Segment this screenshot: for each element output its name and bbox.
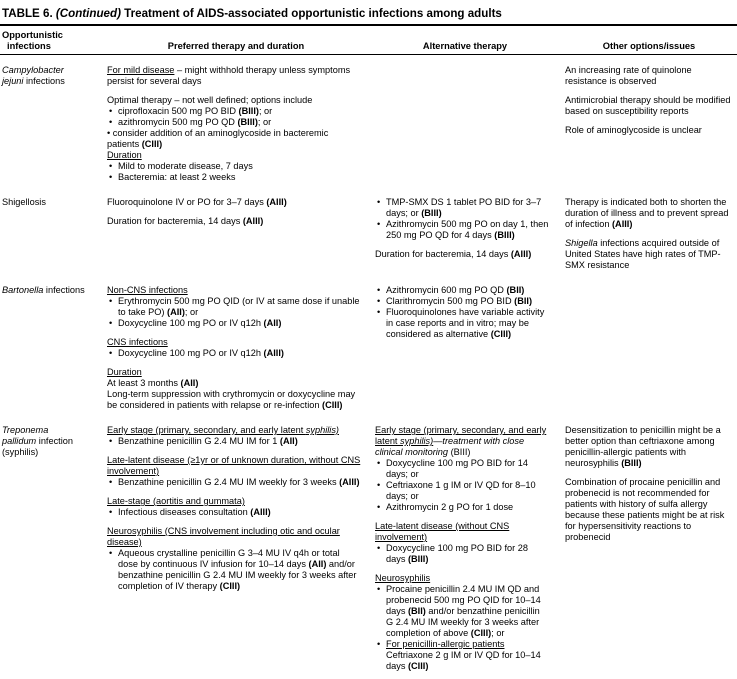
text-run: ; or — [491, 628, 505, 638]
text-run: (AIII) — [612, 219, 633, 229]
paragraph — [107, 128, 361, 150]
paragraph — [375, 573, 549, 584]
paragraph — [107, 197, 361, 208]
text-run: Treponema pallidum — [2, 425, 49, 446]
paragraph — [107, 378, 361, 389]
paragraph — [565, 197, 735, 230]
text-run: Campylobacter jejuni — [2, 65, 64, 86]
text-run: (AII) — [279, 436, 298, 446]
text-run: Late-stage (aortitis and gummata) — [107, 496, 245, 506]
bullet-item — [375, 458, 549, 480]
text-run: Combination of procaine penicillin and probenecid is not recommended for patients with history of sulfa allergy because these patients might be at risk for hypersensitivity reactions to probenecid — [565, 477, 725, 542]
text-run: Bartonella — [2, 285, 44, 295]
text-run: Ceftriaxone 2 g IM or IV QD for 10–14 days — [386, 650, 541, 671]
paragraph — [107, 496, 361, 507]
text-run: • consider addition of an aminoglycoside in bacteremic patients — [107, 128, 329, 149]
spacer — [565, 469, 735, 477]
text-run: Duration for bacteremia, 14 days — [375, 249, 511, 259]
text-run: – might withhold therapy unless symptoms persist for several days — [107, 65, 351, 86]
paragraph — [375, 249, 549, 260]
paragraph — [107, 65, 361, 87]
text-run: (AIII) — [242, 216, 264, 226]
paragraph — [565, 425, 735, 469]
text-run: Early stage (primary, secondary, and early latent — [107, 425, 306, 435]
cell-other-options — [561, 415, 737, 676]
table-body — [0, 55, 737, 677]
bullet-item — [107, 172, 361, 183]
header-other-options: Other options/issues — [561, 26, 737, 55]
paragraph — [565, 477, 735, 543]
cell-preferred-therapy — [103, 275, 369, 415]
table-title-label: TABLE 6. — [2, 7, 56, 20]
text-run: (AIII) — [266, 197, 287, 207]
paragraph — [107, 216, 361, 227]
text-run: Azithromycin 600 mg PO QD — [386, 285, 507, 295]
text-run: Antimicrobial therapy should be modified based on susceptibility reports — [565, 95, 731, 116]
text-run: (BIII) — [238, 106, 259, 116]
header-alternative-therapy: Alternative therapy — [369, 26, 561, 55]
cell-alternative-therapy — [369, 415, 561, 676]
bullet-item — [107, 161, 361, 172]
table-row — [0, 55, 737, 188]
cell-other-options — [561, 275, 737, 415]
paragraph — [375, 521, 549, 543]
cell-alternative-therapy — [369, 187, 561, 275]
text-run: (BIII) — [621, 458, 642, 468]
bullet-item — [107, 548, 361, 592]
paragraph — [107, 389, 361, 411]
table-row — [0, 187, 737, 275]
text-run: Doxycycline 100 mg PO BID for 14 days; or — [386, 458, 528, 479]
text-run: At least 3 months — [107, 378, 181, 388]
text-run: (CIII) — [141, 139, 163, 149]
text-run: (BIII) — [421, 208, 442, 218]
header-row — [0, 26, 737, 55]
text-run: (CIII) — [490, 329, 512, 339]
text-run: (BIII) — [407, 554, 429, 564]
bullet-item — [375, 296, 549, 307]
text-run: Role of aminoglycoside is unclear — [565, 125, 702, 135]
text-run: (AIII) — [510, 249, 532, 259]
paragraph — [375, 425, 549, 458]
text-run: For penicillin-allergic patients — [386, 639, 505, 649]
text-run: (BII) — [407, 606, 426, 616]
paragraph — [107, 526, 361, 548]
paragraph — [565, 65, 735, 87]
paragraph — [2, 425, 85, 458]
bullet-item — [375, 639, 549, 672]
cell-preferred-therapy — [103, 187, 369, 275]
table-header — [0, 26, 737, 55]
text-run: (BII) — [506, 285, 525, 295]
paragraph — [2, 285, 85, 296]
text-run: ciprofloxacin 500 mg PO BID — [118, 106, 239, 116]
bullet-item — [375, 502, 549, 513]
spacer — [107, 87, 361, 95]
spacer — [375, 565, 549, 573]
paragraph — [107, 425, 361, 436]
spacer — [375, 241, 549, 249]
text-run: Long-term suppression with crythromycin or doxycycline may be considered in patients with relapse or re-infection — [107, 389, 356, 410]
bullet-item — [107, 296, 361, 318]
header-line: Opportunistic — [2, 30, 63, 40]
text-run: (BII) — [514, 296, 533, 306]
text-run: CNS infections — [107, 337, 168, 347]
bullet-item — [107, 507, 361, 518]
text-run: (BIII) — [237, 117, 258, 127]
bullet-item — [375, 307, 549, 340]
text-run: (CIII) — [470, 628, 492, 638]
text-run: Optimal therapy – not well defined; options include — [107, 95, 313, 105]
cell-preferred-therapy — [103, 55, 369, 188]
text-run: (CIII) — [322, 400, 343, 410]
spacer — [107, 329, 361, 337]
text-run: infections acquired outside of United States have high rates of TMP-SMX resistance — [565, 238, 721, 270]
spacer — [107, 359, 361, 367]
text-run: ; or — [257, 117, 272, 127]
text-run: Benzathine penicillin G 2.4 MU IM weekly for 3 weeks — [118, 477, 340, 487]
text-run: TMP-SMX DS 1 tablet PO BID for 3–7 days; or — [386, 197, 542, 218]
text-run: —treatment with close clinical monitoring — [375, 436, 525, 457]
text-run: (BIII) — [494, 230, 515, 240]
text-run: Neurosyphilis — [375, 573, 431, 583]
text-run: Aqueous crystalline penicillin G 3–4 MU IV q4h or total dose by continuous IV infusion for 10–14 days — [118, 548, 340, 569]
text-run: (AIII) — [339, 477, 360, 487]
spacer — [107, 447, 361, 455]
table-title — [0, 0, 737, 24]
cell-alternative-therapy — [369, 275, 561, 415]
text-run: For mild disease — [107, 65, 175, 75]
paragraph — [107, 367, 361, 378]
header-preferred-therapy: Preferred therapy and duration — [103, 26, 369, 55]
bullet-item — [107, 348, 361, 359]
text-run: (AII) — [180, 378, 199, 388]
text-run: Neurosyphilis (CNS involvement including otic and ocular disease) — [107, 526, 340, 547]
text-run: infections — [23, 76, 65, 86]
cell-preferred-therapy — [103, 415, 369, 676]
text-run: infection (syphilis) — [2, 436, 73, 457]
text-run: Desensitization to penicillin might be a better option than ceftriaxone among penicillin-allergic patients with neurosyphilis — [565, 425, 721, 468]
text-run: Duration for bacteremia, 14 days — [107, 216, 243, 226]
table-row — [0, 275, 737, 415]
treatment-table — [0, 26, 737, 676]
paragraph — [107, 150, 361, 161]
text-run: (BIII) — [448, 447, 471, 457]
text-run: (CIII) — [407, 661, 429, 671]
cell-other-options — [561, 55, 737, 188]
text-run: (AII) — [167, 307, 185, 317]
text-run: An increasing rate of quinolone resistance is observed — [565, 65, 692, 86]
spacer — [565, 87, 735, 95]
text-run: ; or — [184, 307, 199, 317]
text-run: Late-latent disease (≥1yr or of unknown duration, without CNS involvement) — [107, 455, 361, 476]
paragraph — [2, 65, 85, 87]
spacer — [107, 208, 361, 216]
cell-infection — [0, 187, 103, 275]
text-run: syphilis) — [400, 436, 434, 446]
text-run: (AII) — [308, 559, 327, 569]
text-run: Clarithromycin 500 mg PO BID — [386, 296, 515, 306]
spacer — [565, 230, 735, 238]
text-run: Bacteremia: at least 2 weeks — [118, 172, 236, 182]
table-row — [0, 415, 737, 676]
cell-infection — [0, 415, 103, 676]
paragraph — [565, 95, 735, 117]
text-run: Non-CNS infections — [107, 285, 188, 295]
text-run: Infectious diseases consultation — [118, 507, 251, 517]
bullet-item — [107, 477, 361, 488]
text-run: Therapy is indicated both to shorten the duration of illness and to prevent spread of infection — [565, 197, 729, 229]
text-run: and/or benzathine penicillin G 2.4 MU IM weekly for 3 weeks after completion of IV therapy — [118, 559, 357, 591]
spacer — [375, 513, 549, 521]
text-run: Benzathine penicillin G 2.4 MU IM for 1 — [118, 436, 280, 446]
text-run: Duration — [107, 150, 142, 160]
bullet-item — [107, 106, 361, 117]
paragraph — [107, 337, 361, 348]
text-run: (CIII) — [219, 581, 241, 591]
bullet-item — [107, 318, 361, 329]
text-run: and/or benzathine penicillin G 2.4 MU IM weekly for 3 weeks after completion of above — [386, 606, 540, 638]
spacer — [107, 488, 361, 496]
text-run: Doxycycline 100 mg PO or IV q12h — [118, 318, 264, 328]
text-run: Procaine penicillin 2.4 MU IM QD and probenecid 500 mg PO QID for 10–14 days — [386, 584, 541, 616]
text-run: (AIII) — [263, 348, 284, 358]
header-opportunistic-infections — [0, 26, 103, 55]
text-run: Early stage (primary, secondary, and early latent — [375, 425, 547, 446]
spacer — [565, 117, 735, 125]
text-run: Doxycycline 100 mg PO BID for 28 days — [386, 543, 528, 564]
bullet-item — [375, 480, 549, 502]
header-line: infections — [7, 40, 51, 51]
paragraph — [107, 285, 361, 296]
bullet-item — [375, 584, 549, 639]
paragraph — [2, 197, 85, 208]
bullet-item — [375, 219, 549, 241]
text-run: syphilis) — [305, 425, 339, 435]
paragraph — [107, 455, 361, 477]
text-run: (AII) — [263, 318, 282, 328]
text-run: Fluoroquinolone IV or PO for 3–7 days — [107, 197, 267, 207]
text-run: azithromycin 500 mg PO QD — [118, 117, 238, 127]
text-run: ; or — [258, 106, 273, 116]
text-run: Mild to moderate disease, 7 days — [118, 161, 253, 171]
text-run: Azithromycin 500 mg PO on day 1, then 250 mg PO QD for 4 days — [386, 219, 549, 240]
text-run: (AIII) — [250, 507, 271, 517]
text-run: Erythromycin 500 mg PO QID (or IV at same dose if unable to take PO) — [118, 296, 360, 317]
paragraph — [107, 95, 361, 106]
text-run: Fluoroquinolones have variable activity in case reports and in vitro; may be considered as alternative — [386, 307, 545, 339]
cell-infection — [0, 275, 103, 415]
table-title-text: Treatment of AIDS-associated opportunistic infections among adults — [120, 7, 502, 20]
text-run: Duration — [107, 367, 142, 377]
bullet-item — [107, 117, 361, 128]
paragraph — [565, 238, 735, 271]
table-title-continued: (Continued) — [55, 7, 121, 20]
text-run: infections — [43, 285, 85, 295]
paragraph — [565, 125, 735, 136]
cell-alternative-therapy — [369, 55, 561, 188]
text-run: Doxycycline 100 mg PO or IV q12h — [118, 348, 264, 358]
text-run: Late-latent disease (without CNS involvement) — [375, 521, 510, 542]
text-run: Shigella — [565, 238, 598, 248]
bullet-item — [107, 436, 361, 447]
cell-other-options — [561, 187, 737, 275]
text-run: Shigellosis — [2, 197, 46, 207]
bullet-item — [375, 197, 549, 219]
bullet-item — [375, 543, 549, 565]
bullet-item — [375, 285, 549, 296]
cell-infection — [0, 55, 103, 188]
text-run: Ceftriaxone 1 g IM or IV QD for 8–10 days; or — [386, 480, 536, 501]
spacer — [107, 518, 361, 526]
text-run: Azithromycin 2 g PO for 1 dose — [386, 502, 514, 512]
